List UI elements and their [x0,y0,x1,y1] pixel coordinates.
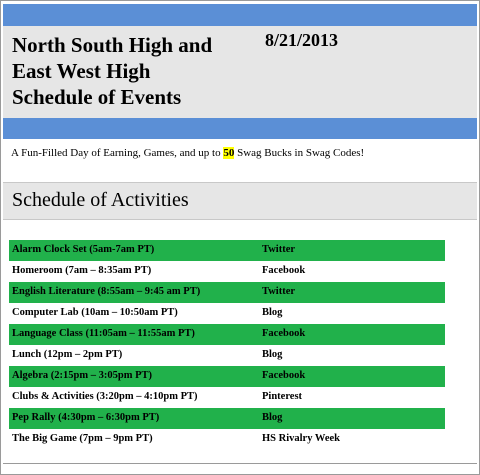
top-banner-bar [3,4,477,26]
schedule-channel: Blog [262,412,283,423]
schedule-row [9,261,445,282]
schedule-channel: Facebook [262,370,306,381]
schedule-channel: Facebook [262,328,306,339]
bottom-divider [3,463,477,464]
title-line-1: North South High and [12,33,213,57]
schedule-activity: Homeroom (7am – 8:35am PT) [12,265,152,276]
schedule-activity: English Literature (8:55am – 9:45 am PT) [12,286,201,297]
schedule-channel: Blog [262,349,283,360]
title-line-3: Schedule of Events [12,85,182,109]
schedule-row [9,345,445,366]
tagline-text-before: A Fun-Filled Day of Earning, Games, and up to [11,147,224,159]
tagline-highlight-number: 50 [223,147,235,159]
schedule-channel: Twitter [262,286,296,297]
schedule-channel: HS Rivalry Week [262,433,340,444]
tagline [11,147,364,159]
schedule-row [9,324,445,345]
schedule-activity: The Big Game (7pm – 9pm PT) [12,433,153,444]
schedule-activity: Computer Lab (10am – 10:50am PT) [12,307,178,318]
schedule-activity: Lunch (12pm – 2pm PT) [12,349,123,360]
title-line-2: East West High [12,59,151,83]
schedule-activity: Pep Rally (4:30pm – 6:30pm PT) [12,412,160,423]
tagline-text-after: Swag Bucks in Swag Codes! [234,147,365,159]
schedule-row [9,366,445,387]
schedule-activity: Alarm Clock Set (5am-7am PT) [12,244,155,255]
schedule-row [9,429,445,450]
document-title [12,32,262,110]
schedule-table [9,240,445,450]
schedule-channel: Twitter [262,244,296,255]
schedule-row [9,408,445,429]
schedule-row [9,387,445,408]
schedule-row [9,282,445,303]
schedule-activity: Language Class (11:05am – 11:55am PT) [12,328,195,339]
schedule-row [9,303,445,324]
schedule-channel: Facebook [262,265,306,276]
middle-banner-bar [3,118,477,139]
section-title: Schedule of Activities [12,189,189,211]
schedule-channel: Pinterest [262,391,303,402]
title-block [3,26,477,119]
schedule-channel: Blog [262,307,283,318]
section-header [3,182,477,220]
schedule-activity: Algebra (2:15pm – 3:05pm PT) [12,370,152,381]
schedule-activity: Clubs & Activities (3:20pm – 4:10pm PT) [12,391,198,402]
document-date: 8/21/2013 [265,30,339,50]
schedule-row [9,240,445,261]
